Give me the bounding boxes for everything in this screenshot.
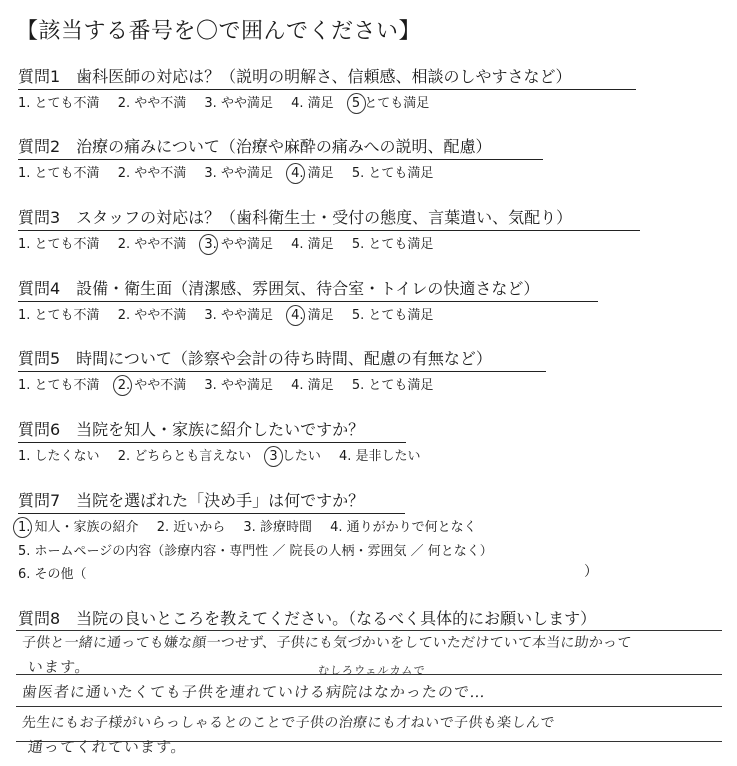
q7-option-5[interactable]: 5. ホームページの内容（診療内容・専門性 ／ 院長の人柄・雰囲気 ／ 何となく） — [18, 544, 493, 559]
q1-option-5-selected[interactable]: 5 とても満足 — [351, 96, 430, 111]
question-8-title: 質問8 当院の良いところを教えてください。（なるべく具体的にお願いします） — [18, 609, 597, 628]
q7-option-6-other[interactable]: 6. その他（ — [18, 567, 87, 582]
q6-option-2[interactable]: 2. どちらとも言えない — [117, 449, 252, 464]
q7-option-1-selected[interactable]: 1. 知人・家族の紹介 — [18, 520, 139, 535]
q6-option-1[interactable]: 1. したくない — [18, 449, 100, 464]
underline — [18, 513, 405, 514]
q1-option-1[interactable]: 1. とても不満 — [18, 96, 100, 111]
q1-option-3[interactable]: 3. やや満足 — [204, 96, 273, 111]
question-2-title: 質問2 治療の痛みについて（治療や麻酔の痛みへの説明、配慮） — [18, 134, 492, 157]
handwritten-insertion: むしろウェルカムで — [317, 664, 427, 677]
underline — [18, 301, 598, 302]
q3-option-4[interactable]: 4. 満足 — [291, 237, 334, 252]
handwritten-answer-line-5: 通ってくれています。 — [27, 738, 188, 756]
handwritten-answer-line-1: 子供と一緒に通っても嫌な顔一つせず、子供にも気づかいをしていただけていて本当に助かって — [21, 635, 633, 651]
question-6-options — [18, 445, 435, 464]
q5-option-4[interactable]: 4. 満足 — [291, 378, 334, 393]
handwritten-answer-line-3: 歯医者に通いたくても子供を連れていける病院はなかったので… — [21, 683, 487, 701]
question-3-title: 質問3 スタッフの対応は？（歯科衛生士・受付の態度、言葉遣い、気配り） — [18, 205, 572, 228]
q4-option-1[interactable]: 1. とても不満 — [18, 308, 100, 323]
q4-option-2[interactable]: 2. やや不満 — [117, 308, 187, 323]
underline — [18, 442, 406, 443]
question-1-title: 質問1 歯科医師の対応は？（説明の明解さ、信頼感、相談のしやすさなど） — [18, 64, 572, 87]
other-close-paren: ） — [584, 564, 598, 580]
q2-option-3[interactable]: 3. やや満足 — [204, 166, 273, 181]
question-2-options — [18, 162, 447, 181]
answer-rule-3 — [16, 706, 722, 707]
q5-option-3[interactable]: 3. やや満足 — [204, 378, 273, 393]
q3-option-1[interactable]: 1. とても不満 — [18, 237, 100, 252]
question-7-options — [18, 516, 491, 535]
underline — [18, 230, 640, 231]
question-3-options — [18, 233, 447, 252]
q5-option-5[interactable]: 5. とても満足 — [351, 378, 434, 393]
q5-option-2-selected[interactable]: 2. やや不満 — [117, 378, 187, 393]
q3-option-5[interactable]: 5. とても満足 — [351, 237, 434, 252]
q1-option-4[interactable]: 4. 満足 — [291, 96, 334, 111]
q4-option-3[interactable]: 3. やや満足 — [204, 308, 273, 323]
q6-option-4[interactable]: 4. 是非したい — [338, 449, 421, 464]
q7-option-2[interactable]: 2. 近いから — [156, 520, 226, 535]
underline — [18, 89, 636, 90]
handwritten-answer-line-4: 先生にもお子様がいらっしゃるとのことで子供の治療にも才ねいで子供も楽しんで — [21, 715, 556, 731]
question-4-title: 質問4 設備・衛生面（清潔感、雰囲気、待合室・トイレの快適さなど） — [18, 276, 539, 299]
q3-option-3-selected[interactable]: 3. やや満足 — [204, 237, 273, 252]
q4-option-4-selected[interactable]: 4. 満足 — [291, 308, 334, 323]
question-6-title: 質問6 当院を知人・家族に紹介したいですか？ — [18, 417, 364, 440]
q7-option-4[interactable]: 4. 通りがかりで何となく — [330, 520, 477, 535]
q4-option-5[interactable]: 5. とても満足 — [351, 308, 434, 323]
q6-option-3-selected[interactable]: 3 したい — [269, 449, 321, 464]
q5-option-1[interactable]: 1. とても不満 — [18, 378, 100, 393]
question-4-options — [18, 304, 447, 323]
q7-option-3[interactable]: 3. 診療時間 — [243, 520, 312, 535]
q2-option-4-selected[interactable]: 4. 満足 — [291, 166, 334, 181]
q1-option-2[interactable]: 2. やや不満 — [117, 96, 187, 111]
q3-option-2[interactable]: 2. やや不満 — [117, 237, 187, 252]
question-5-options — [18, 374, 447, 393]
q2-option-5[interactable]: 5. とても満足 — [351, 166, 434, 181]
handwritten-answer-line-2: います。 — [27, 658, 92, 676]
question-5-title: 質問5 時間について（診察や会計の待ち時間、配慮の有無など） — [18, 346, 492, 369]
underline — [18, 159, 543, 160]
page-title: 【該当する番号を〇で囲んでください】 — [16, 19, 422, 44]
question-7-title: 質問7 当院を選ばれた「決め手」は何ですか？ — [18, 488, 364, 511]
underline — [18, 371, 546, 372]
q2-option-2[interactable]: 2. やや不満 — [117, 166, 187, 181]
answer-rule-1 — [16, 630, 722, 631]
q2-option-1[interactable]: 1. とても不満 — [18, 166, 100, 181]
question-1-options — [18, 92, 443, 111]
